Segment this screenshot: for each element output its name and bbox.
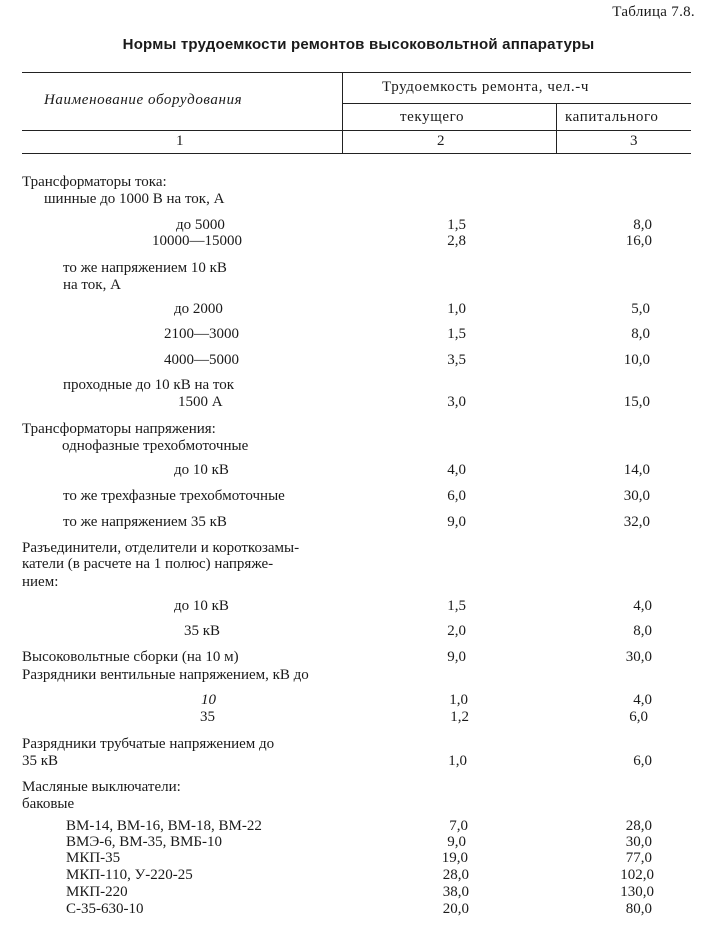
equipment-name: то же напряжением 10 кВ — [63, 260, 227, 276]
current-repair-value: 1,5 — [447, 217, 466, 233]
equipment-name: Высоковольтные сборки (на 10 м) — [22, 649, 239, 665]
capital-repair-value: 30,0 — [623, 488, 650, 504]
equipment-name: Разрядники вентильные напряжением, кВ до — [22, 667, 309, 683]
capital-repair-value: 28,0 — [625, 818, 652, 834]
header-bottom-rule — [22, 153, 691, 154]
capital-repair-value: 6,0 — [629, 709, 648, 725]
capital-repair-value: 8,0 — [633, 623, 652, 639]
equipment-name: Разрядники трубчатые напряжением до — [22, 736, 275, 752]
current-repair-value: 9,0 — [447, 834, 466, 850]
current-repair-value: 1,5 — [447, 326, 466, 342]
capital-repair-value: 15,0 — [623, 394, 650, 410]
current-repair-value: 1,0 — [449, 692, 468, 708]
capital-repair-value: 14,0 — [623, 462, 650, 478]
current-repair-value: 20,0 — [442, 901, 469, 917]
current-repair-value: 4,0 — [447, 462, 466, 478]
current-repair-value: 9,0 — [447, 649, 466, 665]
capital-repair-value: 30,0 — [625, 834, 652, 850]
current-repair-value: 1,5 — [447, 598, 466, 614]
equipment-name: 4000—5000 — [164, 352, 239, 368]
capital-repair-value: 80,0 — [625, 901, 652, 917]
current-repair-value: 9,0 — [447, 514, 466, 530]
capital-repair-value: 8,0 — [633, 217, 652, 233]
equipment-name: 10 — [201, 692, 216, 708]
column-number-3: 3 — [630, 133, 638, 149]
header-capital-repair: капитального — [565, 109, 659, 125]
capital-repair-value: 8,0 — [631, 326, 650, 342]
equipment-name: до 5000 — [176, 217, 225, 233]
equipment-name: баковые — [22, 796, 75, 812]
capital-repair-value: 77,0 — [625, 850, 652, 866]
equipment-name: Трансформаторы напряжения: — [22, 421, 216, 437]
current-repair-value: 1,0 — [448, 753, 467, 769]
equipment-name: то же трехфазные трехобмоточные — [63, 488, 285, 504]
equipment-name: 35 — [200, 709, 215, 725]
equipment-name: до 10 кВ — [174, 462, 229, 478]
equipment-name: на ток, А — [63, 277, 121, 293]
equipment-name: Разъединители, отделители и короткозамы- — [22, 540, 300, 556]
equipment-name: Масляные выключатели: — [22, 779, 181, 795]
header-equipment-name: Наименование оборудования — [44, 92, 243, 108]
capital-repair-value: 130,0 — [620, 884, 654, 900]
capital-repair-value: 6,0 — [633, 753, 652, 769]
current-repair-value: 1,2 — [450, 709, 469, 725]
equipment-name: до 2000 — [174, 301, 223, 317]
equipment-name: нием: — [22, 574, 59, 590]
equipment-name: 1500 А — [178, 394, 223, 410]
equipment-name: С-35-630-10 — [66, 901, 144, 917]
current-repair-value: 2,0 — [447, 623, 466, 639]
equipment-name: проходные до 10 кВ на ток — [63, 377, 235, 393]
capital-repair-value: 10,0 — [623, 352, 650, 368]
current-repair-value: 3,0 — [447, 394, 466, 410]
capital-repair-value: 5,0 — [631, 301, 650, 317]
equipment-name: 2100—3000 — [164, 326, 239, 342]
current-repair-value: 28,0 — [442, 867, 469, 883]
capital-repair-value: 16,0 — [625, 233, 652, 249]
equipment-name: катели (в расчете на 1 полюс) напряже- — [22, 556, 274, 572]
equipment-name: МКП-220 — [66, 884, 128, 900]
current-repair-value: 6,0 — [447, 488, 466, 504]
current-repair-value: 1,0 — [447, 301, 466, 317]
header-current-repair: текущего — [400, 109, 465, 125]
equipment-name: МКП-110, У-220-25 — [66, 867, 193, 883]
current-repair-value: 2,8 — [447, 233, 466, 249]
capital-repair-value: 30,0 — [625, 649, 652, 665]
current-repair-value: 3,5 — [447, 352, 466, 368]
header-labor-group: Трудоемкость ремонта, чел.-ч — [382, 79, 589, 95]
equipment-name: Трансформаторы тока: — [22, 174, 167, 190]
equipment-name: МКП-35 — [66, 850, 121, 866]
equipment-name: однофазные трехобмоточные — [62, 438, 249, 454]
capital-repair-value: 32,0 — [623, 514, 650, 530]
equipment-name: ВМЭ-6, ВМ-35, ВМБ-10 — [66, 834, 223, 850]
equipment-name: 10000—15000 — [152, 233, 242, 249]
capital-repair-value: 4,0 — [633, 692, 652, 708]
current-repair-value: 7,0 — [449, 818, 468, 834]
header-top-rule — [22, 72, 691, 73]
table-title: Нормы трудоемкости ремонтов высоковольтной аппаратуры — [122, 36, 595, 53]
equipment-name: 35 кВ — [184, 623, 221, 639]
column-number-1: 1 — [176, 133, 184, 149]
header-subcol-rule — [22, 130, 691, 131]
current-repair-value: 38,0 — [442, 884, 469, 900]
capital-repair-value: 102,0 — [620, 867, 654, 883]
equipment-name: 35 кВ — [22, 753, 59, 769]
column-number-2: 2 — [437, 133, 445, 149]
current-repair-value: 19,0 — [441, 850, 468, 866]
equipment-name: шинные до 1000 В на ток, А — [44, 191, 225, 207]
table-number-label: Таблица 7.8. — [612, 4, 695, 20]
equipment-name: ВМ-14, ВМ-16, ВМ-18, ВМ-22 — [66, 818, 262, 834]
header-group-rule — [343, 103, 691, 104]
equipment-name: то же напряжением 35 кВ — [63, 514, 227, 530]
capital-repair-value: 4,0 — [633, 598, 652, 614]
equipment-name: до 10 кВ — [174, 598, 229, 614]
header-divider-2 — [556, 104, 557, 153]
header-divider-1 — [342, 72, 343, 153]
